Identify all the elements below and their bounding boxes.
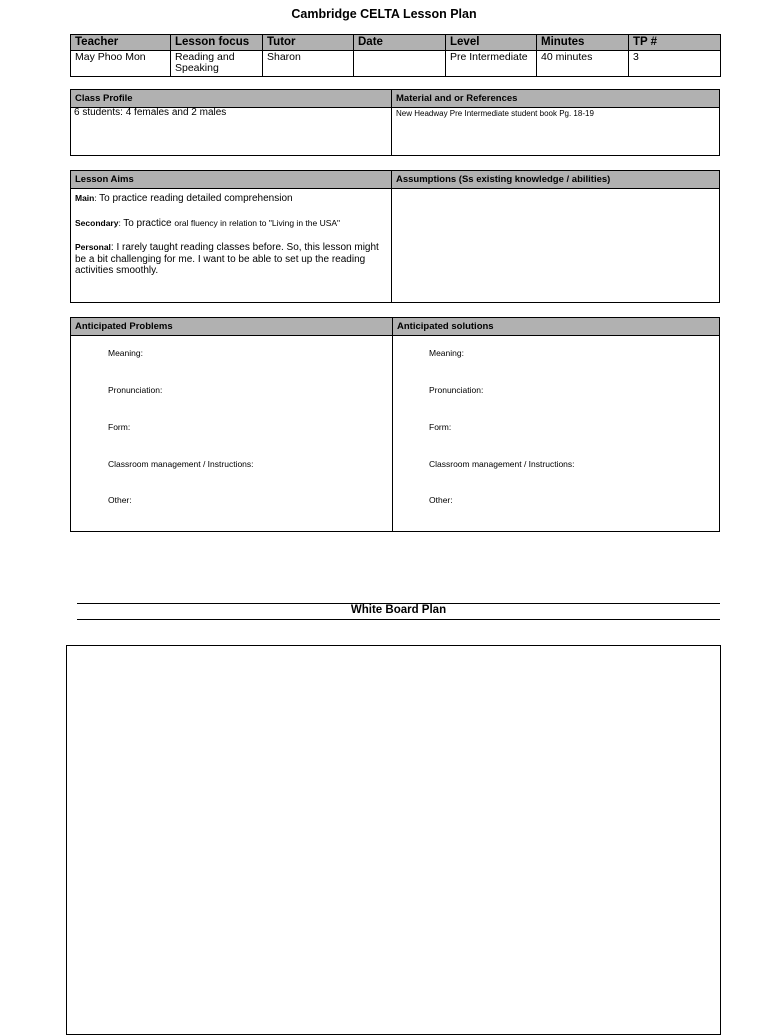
minutes-header: Minutes [537,35,629,51]
materials-header: Material and or References [392,90,719,108]
anticipated-problems-header: Anticipated Problems [71,318,393,336]
tp-number-header: TP # [629,35,721,51]
info-header-row [71,35,721,51]
level-value: Pre Intermediate [446,51,537,77]
info-value-row [71,51,721,77]
solution-other: Other: [429,495,453,505]
column-divider [391,171,392,302]
anticipated-section [70,317,720,532]
lesson-aims-section [70,170,720,303]
date-header: Date [354,35,446,51]
tutor-header: Tutor [263,35,354,51]
secondary-aim-label: Secondary [75,218,119,228]
minutes-value: 40 minutes [537,51,629,77]
column-divider [391,90,392,155]
lesson-info-table [70,34,721,77]
solution-classroom-management: Classroom management / Instructions: [429,459,575,469]
class-profile-text: 6 students: 4 females and 2 males [74,107,227,118]
personal-aim: Personal: I rarely taught reading classes before. So, this lesson might be a bit challenging for me. I want to be able to set up the reading activities smoothly. [75,242,379,276]
main-aim: Main: To practice reading detailed comprehension [75,193,293,204]
teacher-header: Teacher [71,35,171,51]
tutor-value: Sharon [263,51,354,77]
lesson-focus-value: Reading and Speaking [171,51,263,77]
level-header: Level [446,35,537,51]
whiteboard-rule-bottom [77,619,720,620]
personal-aim-label: Personal [75,242,111,252]
solution-form: Form: [429,422,452,432]
problem-classroom-management: Classroom management / Instructions: [108,459,254,469]
lesson-aims-header: Lesson Aims [71,171,392,189]
whiteboard-plan-area [66,645,721,1035]
solution-meaning: Meaning: [429,348,464,358]
anticipated-solutions-header: Anticipated solutions [393,318,719,336]
secondary-aim-text: To practice [123,218,172,229]
problem-other: Other: [108,495,132,505]
main-aim-label: Main [75,193,95,203]
personal-aim-text: I rarely taught reading classes before. So, this lesson might be a bit challenging for me. I want to be able to set up the reading activities smoothly. [75,242,379,276]
assumptions-header: Assumptions (Ss existing knowledge / abilities) [392,171,719,189]
whiteboard-title: White Board Plan [350,604,447,616]
teacher-value: May Phoo Mon [71,51,171,77]
secondary-aim-detail: oral fluency in relation to "Living in the USA" [174,218,341,228]
problem-meaning: Meaning: [108,348,143,358]
date-value [354,51,446,77]
column-divider [392,318,393,531]
materials-text: New Headway Pre Intermediate student book Pg. 18-19 [396,109,594,118]
solution-pronunciation: Pronunciation: [429,385,484,395]
tp-number-value: 3 [629,51,721,77]
secondary-aim: Secondary: To practice oral fluency in relation to "Living in the USA" [75,218,341,229]
class-profile-section [70,89,720,156]
document-title: Cambridge CELTA Lesson Plan [291,7,477,21]
main-aim-text: To practice reading detailed comprehension [99,193,293,204]
problem-pronunciation: Pronunciation: [108,385,163,395]
problem-form: Form: [108,422,131,432]
class-profile-header: Class Profile [71,90,392,108]
lesson-focus-header: Lesson focus [171,35,263,51]
